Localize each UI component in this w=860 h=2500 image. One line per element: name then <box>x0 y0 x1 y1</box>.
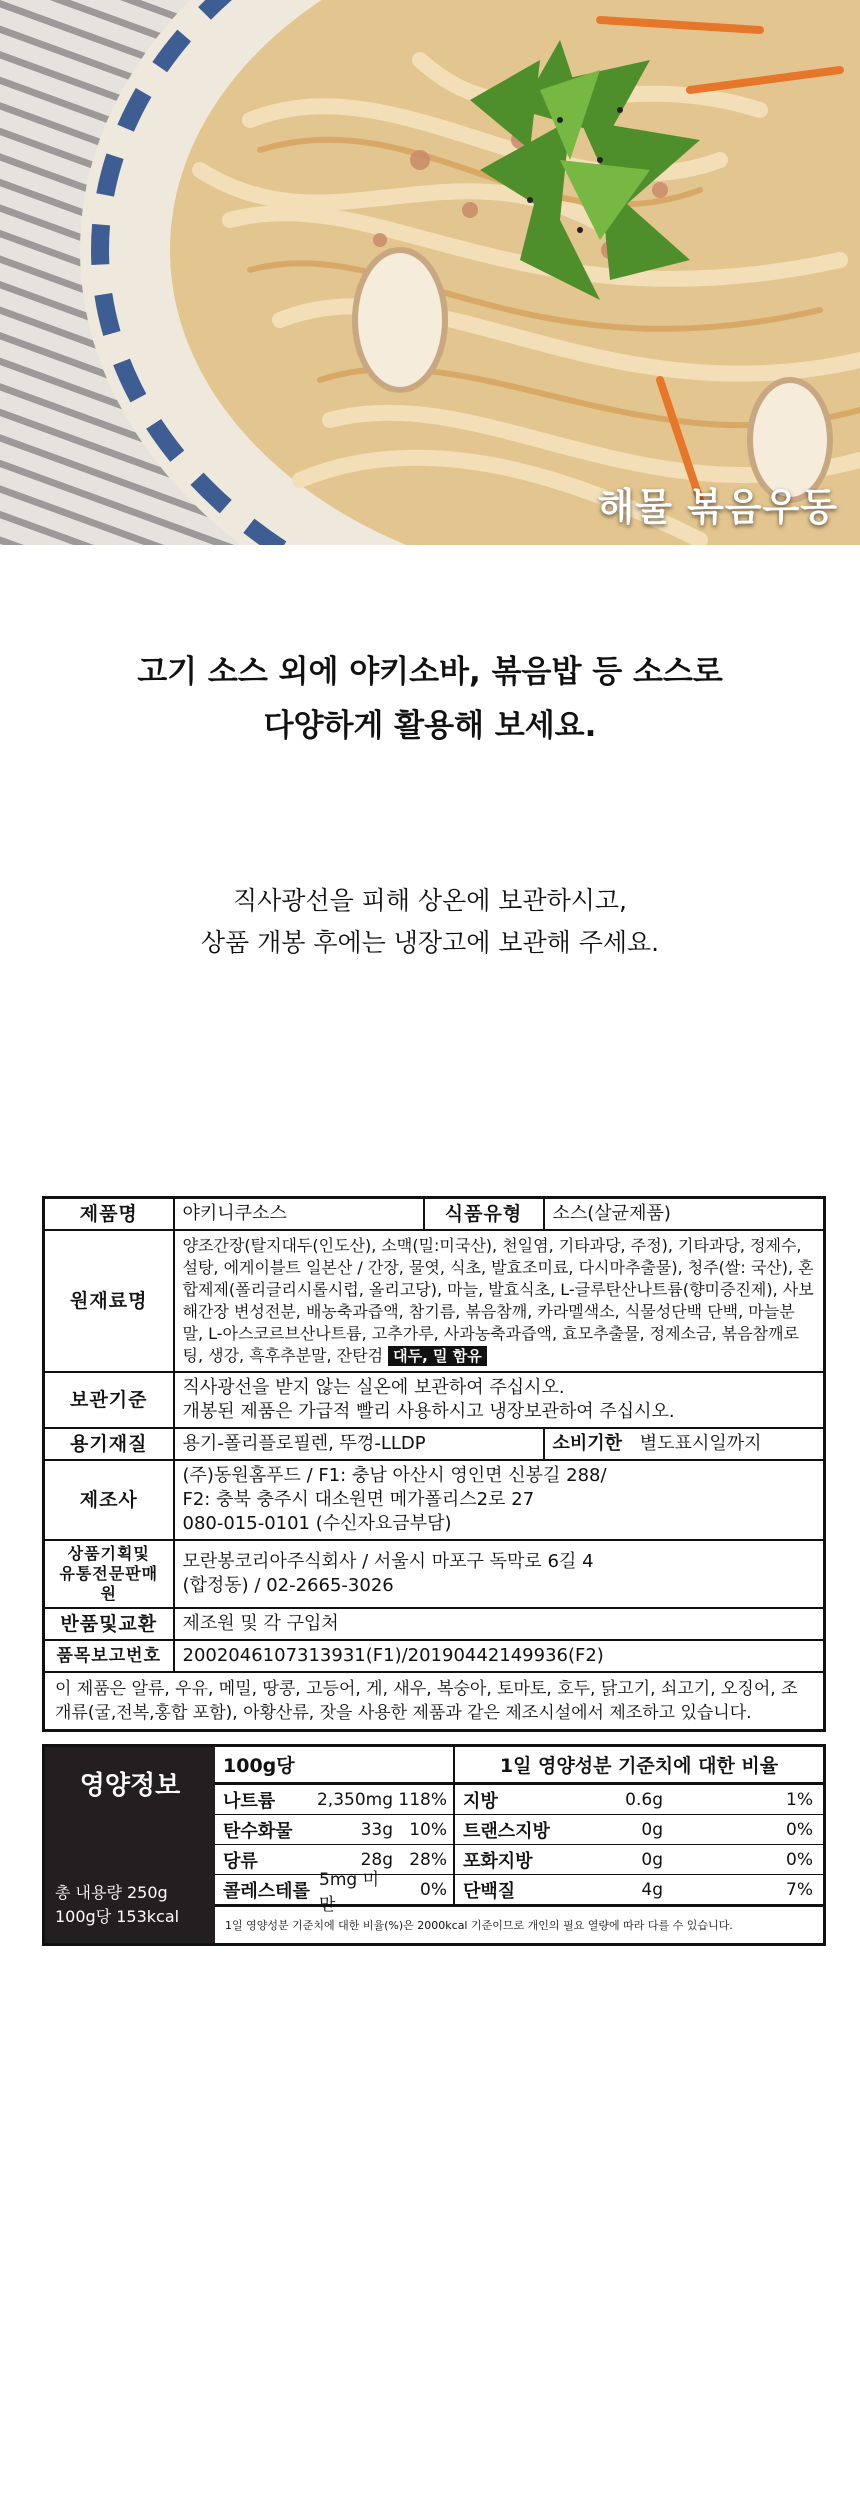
nutrition-footnote: 1일 영양성분 기준치에 대한 비율(%)은 2000kcal 기준이므로 개인의 필요 열량에 따라 다를 수 있습니다. <box>215 1905 823 1943</box>
seller-row <box>44 1540 825 1608</box>
nutrient-name: 트랜스지방 <box>463 1820 550 1842</box>
material-row <box>44 1428 825 1460</box>
nutrient-amount: 0.6g <box>625 1789 663 1810</box>
exchange-row <box>44 1608 825 1640</box>
nutrient-name: 단백질 <box>463 1880 516 1902</box>
seller-cell <box>174 1540 825 1608</box>
nutrient-percent: 7% <box>786 1879 813 1900</box>
storage-cell <box>174 1372 825 1428</box>
seller-header-line1: 상품기획및 <box>67 1544 150 1563</box>
usage-tip-line2: 다양하게 활용해 보세요. <box>263 708 597 744</box>
material-header: 용기재질 <box>44 1428 174 1460</box>
maker-row <box>44 1460 825 1540</box>
ingredients-row <box>44 1230 825 1372</box>
nutrient-amount: 2,350mg <box>316 1789 393 1810</box>
nutrient-name: 나트륨 <box>223 1790 276 1812</box>
nutrition-facts <box>42 1744 826 1946</box>
nutrient-amount: 33g <box>360 1819 393 1840</box>
nutrient-percent: 0% <box>399 1875 455 1904</box>
per-100g-header: 100g당 <box>215 1747 455 1782</box>
nutrition-row <box>215 1815 823 1845</box>
expiry-value: 별도표시일까지 <box>639 1433 762 1454</box>
nutrient-percent: 1% <box>786 1789 813 1810</box>
product-name-header: 제품명 <box>44 1198 174 1231</box>
nutrient-percent: 0% <box>786 1819 813 1840</box>
report-value: 2002046107313931(F1)/20190442149936(F2) <box>174 1640 825 1672</box>
food-type-header: 식품유형 <box>424 1198 544 1231</box>
nutrition-header-row <box>215 1747 823 1785</box>
nutrition-table <box>215 1747 823 1943</box>
nutrient-amount: 0g <box>641 1819 663 1840</box>
nutrient-name: 콜레스테롤 <box>223 1880 310 1902</box>
material-value: 용기-폴리플로필렌, 뚜껑-LLDP <box>174 1428 544 1460</box>
nutrition-side-panel <box>45 1747 215 1943</box>
nutrient-amount: 0g <box>641 1849 663 1870</box>
storage-row <box>44 1372 825 1428</box>
product-name-row <box>44 1198 825 1231</box>
storage-line2: 개봉된 제품은 가급적 빨리 사용하시고 냉장보관하여 주십시오. <box>182 1401 675 1422</box>
usage-tip <box>0 645 860 753</box>
maker-line3: 080-015-0101 (수신자요금부담) <box>182 1513 452 1534</box>
udon-dish-illustration <box>0 0 860 545</box>
total-volume: 총 내용량 250g <box>55 1883 168 1902</box>
nutrition-row <box>215 1869 823 1915</box>
maker-line2: F2: 충북 충주시 대소원면 메가폴리스2로 27 <box>182 1489 535 1510</box>
seller-header-line2: 유통전문판매원 <box>59 1564 159 1603</box>
expiry-header: 소비기한 <box>552 1433 623 1454</box>
nutrient-name: 지방 <box>463 1790 498 1812</box>
seller-line1: 모란봉코리아주식회사 / 서울시 마포구 독막로 6길 4 <box>182 1551 594 1572</box>
nutrition-row <box>215 1785 823 1815</box>
nutrient-percent: 0% <box>786 1849 813 1870</box>
nutrient-percent: 10% <box>399 1815 455 1844</box>
nutrition-row <box>215 1845 823 1875</box>
nutrition-title: 영양정보 <box>79 1771 181 1801</box>
nutrient-percent: 28% <box>399 1845 455 1874</box>
usage-tip-line1: 고기 소스 외에 야키소바, 볶음밥 등 소스로 <box>137 654 723 690</box>
exchange-value: 제조원 및 각 구입처 <box>174 1608 825 1640</box>
nutrition-rows <box>215 1785 823 1915</box>
allergen-badge: 대두, 밀 함유 <box>388 1346 487 1366</box>
storage-line1: 직사광선을 받지 않는 실온에 보관하여 주십시오. <box>182 1377 565 1398</box>
nutrient-amount: 4g <box>641 1879 663 1900</box>
storage-tip-line2: 상품 개봉 후에는 냉장고에 보관해 주세요. <box>200 928 660 957</box>
ingredients-cell <box>174 1230 825 1372</box>
maker-cell <box>174 1460 825 1540</box>
product-label <box>42 1196 826 1946</box>
nutrient-name: 탄수화물 <box>223 1820 293 1842</box>
storage-tip-line1: 직사광선을 피해 상온에 보관하시고, <box>232 886 628 915</box>
nutrient-name: 포화지방 <box>463 1850 533 1872</box>
notice-row <box>44 1672 825 1731</box>
exchange-header: 반품및교환 <box>44 1608 174 1640</box>
report-header: 품목보고번호 <box>44 1640 174 1672</box>
maker-header: 제조사 <box>44 1460 174 1540</box>
food-type-value: 소스(살균제품) <box>544 1198 825 1231</box>
daily-value-header: 1일 영양성분 기준치에 대한 비율 <box>499 1755 779 1777</box>
storage-tip <box>0 880 860 964</box>
hero-photo <box>0 0 860 545</box>
allergy-notice: 이 제품은 알류, 우유, 메밀, 땅콩, 고등어, 게, 새우, 복숭아, 토마토, 호두, 닭고기, 쇠고기, 오징어, 조개류(굴,전복,홍합 포함), 아황산류, 잣을 사용한 제품과 같은 제조시설에서 제조하고 있습니다. <box>44 1672 825 1731</box>
ingredients-header: 원재료명 <box>44 1230 174 1372</box>
maker-line1: (주)동원홈푸드 / F1: 충남 아산시 영인면 신봉길 288/ <box>182 1465 607 1486</box>
product-name-value: 야키니쿠소스 <box>174 1198 424 1231</box>
report-row <box>44 1640 825 1672</box>
seller-line2: (합정동) / 02-2665-3026 <box>182 1575 394 1596</box>
expiry-cell <box>544 1428 825 1460</box>
hero-caption: 해물 볶음우동 <box>597 485 838 529</box>
nutrient-name: 당류 <box>223 1850 258 1872</box>
nutrient-amount: 28g <box>360 1849 393 1870</box>
ingredients-value: 양조간장(탈지대두(인도산), 소맥(밀:미국산), 천일염, 기타과당, 주정), 기타과당, 정제수, 설탕, 에게이블트 일본산 / 간장, 물엿, 식초, 발효조미료, 다시마추출물), 청주(쌀: 국산), 혼합제제(폴리글리시롤시럽, 올리고당), 마늘, 발효식초, L-글루탄산나트륨(향미증진제), 사보해간장 변성전분, 배농축과즙액, 참기름, 볶음참깨, 카라멜색소, 식물성단백 단백, 마늘분말, L-아스코르브산나트륨, 고추가루, 사과농축과즙액, 효모추출물, 정제소금, 볶음참깨로팅, 생강, 흑후추분말, 잔탄검 <box>182 1236 814 1365</box>
nutrition-total <box>55 1881 179 1929</box>
seller-header <box>44 1540 174 1608</box>
storage-header: 보관기준 <box>44 1372 174 1428</box>
nutrient-amount: 5mg 미만 <box>319 1869 379 1915</box>
nutrient-percent: 118% <box>399 1785 455 1814</box>
calories-per-100g: 100g당 153kcal <box>55 1907 180 1926</box>
product-info-table <box>42 1196 826 1732</box>
